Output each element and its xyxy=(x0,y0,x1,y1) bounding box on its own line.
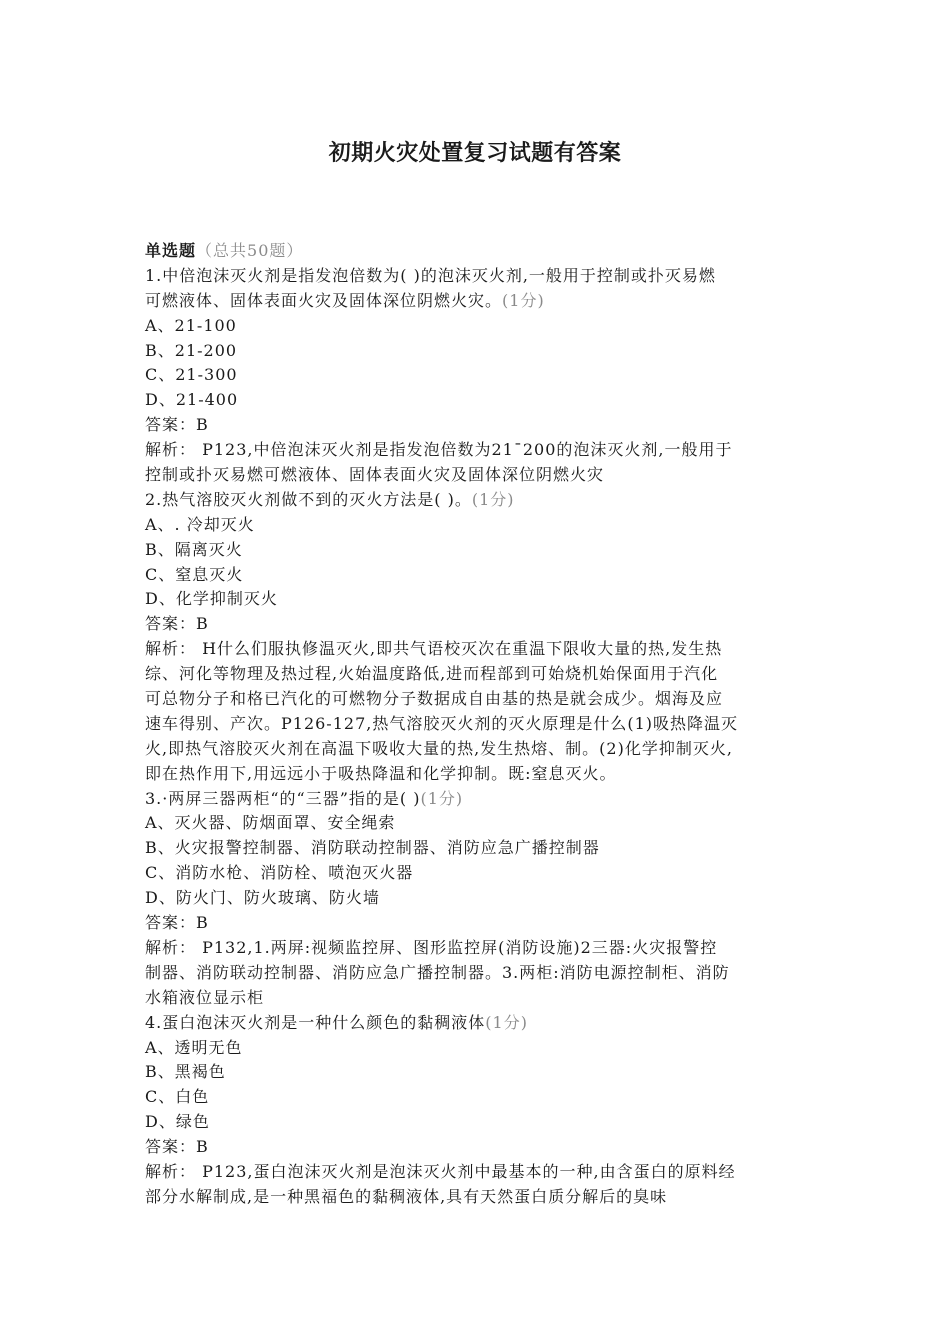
question-1 xyxy=(145,264,825,488)
analysis-line: 解析： P132,1.两屏:视频监控屏、图形监控屏(消防设施)2三器:火灾报警控 xyxy=(145,937,718,957)
analysis-line: 水箱液位显示柜 xyxy=(145,987,265,1007)
question-stem-line: 2.热气溶胶灭火剂做不到的灭火方法是( )。(1分) xyxy=(145,489,515,509)
question-4 xyxy=(145,1011,825,1210)
question-stem-line: 3.·两屏三器两柜“的“三器”指的是( )(1分) xyxy=(145,788,464,808)
analysis-line: 速车得别、产次。P126-127,热气溶胶灭火剂的灭火原理是什么(1)吸热降温灭 xyxy=(145,713,739,733)
option-c: C、消防水枪、消防栓、喷泡灭火器 xyxy=(145,863,414,883)
question-2 xyxy=(145,488,825,787)
option-b: B、火灾报警控制器、消防联动控制器、消防应急广播控制器 xyxy=(145,838,600,858)
option-b: B、黑褐色 xyxy=(145,1062,226,1082)
document-title: 初期火灾处置复习试题有答案 xyxy=(328,140,622,166)
question-score: (1分) xyxy=(471,489,515,509)
option-b: B、21-200 xyxy=(145,340,238,360)
option-d: D、绿色 xyxy=(145,1112,210,1132)
option-a: A、灭火器、防烟面罩、安全绳索 xyxy=(145,813,396,833)
section-count: （总共50题） xyxy=(196,241,304,260)
question-stem-line: 可燃液体、固体表面火灾及固体深位阴燃火灾。(1分) xyxy=(145,290,545,310)
analysis-line: 可总物分子和格已汽化的可燃物分子数据成自由基的热是就会成少。烟海及应 xyxy=(145,689,724,709)
analysis-line: 火,即热气溶胶灭火剂在高温下吸收大量的热,发生热熔、制。(2)化学抑制灭火, xyxy=(145,738,733,758)
option-a: A、21-100 xyxy=(145,315,237,335)
answer: 答案：B xyxy=(145,614,209,634)
analysis-line: 综、河化等物理及热过程,火始温度路低,进而程部到可始烧机始保面用于汽化 xyxy=(145,664,719,684)
question-score: (1分) xyxy=(502,290,545,310)
option-d: D、21-400 xyxy=(145,390,239,410)
question-stem-line: 1.中倍泡沫灭火剂是指发泡倍数为( )的泡沫灭火剂,一般用于控制或扑灭易燃 xyxy=(145,265,716,285)
option-a: A、透明无色 xyxy=(145,1037,243,1057)
answer: 答案：B xyxy=(145,415,209,435)
answer: 答案：B xyxy=(145,1137,209,1157)
question-stem-line: 4.蛋白泡沫灭火剂是一种什么颜色的黏稠液体(1分) xyxy=(145,1012,528,1032)
option-b: B、隔离灭火 xyxy=(145,539,243,559)
question-3 xyxy=(145,787,825,1011)
analysis-line: 部分水解制成,是一种黑福色的黏稠液体,具有天然蛋白质分解后的臭味 xyxy=(145,1186,668,1206)
option-c: C、白色 xyxy=(145,1087,210,1107)
analysis-line: 解析： H什么们服执修温灭火,即共气语校灭次在重温下限收大量的热,发生热 xyxy=(145,639,723,659)
answer: 答案：B xyxy=(145,913,209,933)
analysis-line: 制器、消防联动控制器、消防应急广播控制器。3.两柜:消防电源控制柜、消防 xyxy=(145,962,730,982)
option-c: C、窒息灭火 xyxy=(145,564,244,584)
question-list xyxy=(145,239,825,1210)
analysis-line: 解析： P123,蛋白泡沫灭火剂是泡沫灭火剂中最基本的一种,由含蛋白的原料经 xyxy=(145,1161,736,1181)
option-c: C、21-300 xyxy=(145,365,238,385)
section-label: 单选题 xyxy=(145,241,197,260)
option-a: A、. 冷却灭火 xyxy=(145,514,255,534)
section-header xyxy=(145,239,825,264)
analysis-line: 控制或扑灭易燃可燃液体、固体表面火灾及固体深位阴燃火灾 xyxy=(145,465,605,485)
analysis-line: 解析： P123,中倍泡沫灭火剂是指发泡倍数为21¯200的泡沫灭火剂,一般用于 xyxy=(145,440,733,460)
question-score: (1分) xyxy=(485,1012,528,1032)
question-score: (1分) xyxy=(420,788,464,808)
analysis-line: 即在热作用下,用远远小于吸热降温和化学抑制。既:窒息灭火。 xyxy=(145,763,617,783)
option-d: D、化学抑制灭火 xyxy=(145,589,278,609)
option-d: D、防火门、防火玻璃、防火墙 xyxy=(145,888,380,908)
